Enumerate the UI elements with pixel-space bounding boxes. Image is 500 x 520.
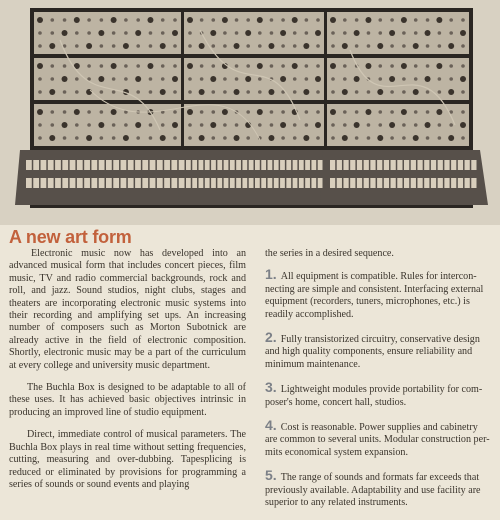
list-item-line: equipment (recorders, tuners, microphones, etc.) is: [265, 296, 470, 308]
list-item-line: 4. Cost is reasonable. Power supplies and cabinetry: [265, 417, 478, 434]
item-number: 2.: [265, 329, 277, 346]
list-item-line: necting are simple and consistent. Interfacing external: [265, 283, 484, 295]
list-item-line: superior to any related instruments.: [265, 497, 408, 509]
list-item-line: mits economical system expansion.: [265, 446, 408, 458]
list-item-line: previously available. Adaptability and use facility are: [265, 484, 481, 496]
list-item-line: readily accomplished.: [265, 308, 354, 320]
item-number: 4.: [265, 417, 277, 434]
list-item-line: minimum maintenance.: [265, 358, 361, 370]
item-number: 3.: [265, 379, 277, 396]
list-item-line: 1. All equipment is compatible. Rules for intercon-: [265, 266, 477, 283]
list-item: [265, 331, 500, 371]
list-item-line: and high quality components, ensure reliability and: [265, 346, 473, 358]
list-item-line: 5. The range of sounds and formats far exceeds that: [265, 467, 480, 484]
right-column: [265, 248, 500, 520]
list-item-line: poser's home, concert hall, studios.: [265, 396, 407, 408]
paragraph: Electronic music now has developed into an advanced musical form that includes concert pieces, film music, TV and radio commercial backgrounds, rock and roll, and jazz. Sound studios, night clubs, stages and theaters are incorporating electronic music systems into their recording and amplifying set ups. An increasing number of composers such as Morton Subotnick are already active in the field of electronic composition. Shortly, electronic music may be a part of the curriculum at every college and university music department.: [9, 248, 246, 371]
continuation-text: the series in a desired sequence.: [265, 248, 394, 259]
list-item-line: are common to several units. Modular construction per-: [265, 434, 490, 446]
paragraph: The Buchla Box is designed to be adaptable to all of these uses. It has achieved basic objectives intrinsic in producing an improved line of studio equipment.: [9, 382, 246, 418]
list-item: [265, 469, 500, 509]
synthesizer-photo: [0, 0, 500, 225]
item-number: 1.: [265, 266, 277, 283]
list-item: [265, 381, 500, 409]
list-item-line: 2. Fully transistorized circuitry, conservative design: [265, 329, 480, 346]
list-item: [265, 419, 500, 459]
list-item-line: 3. Lightweight modules provide portability for com-: [265, 379, 483, 396]
item-number: 5.: [265, 467, 277, 484]
synthesizer-illustration: [0, 0, 500, 225]
paragraph: Direct, immediate control of musical parameters. The Buchla Box plays in real time without setting frequencies, cutting, measuring and over-dubbing. Tapesplicing is reduced or eliminated by provisions for programming a series of sounds or sound events and playing: [9, 429, 246, 490]
list-item: [265, 268, 500, 321]
left-column: [9, 248, 246, 501]
heading: A new art form: [9, 227, 132, 247]
